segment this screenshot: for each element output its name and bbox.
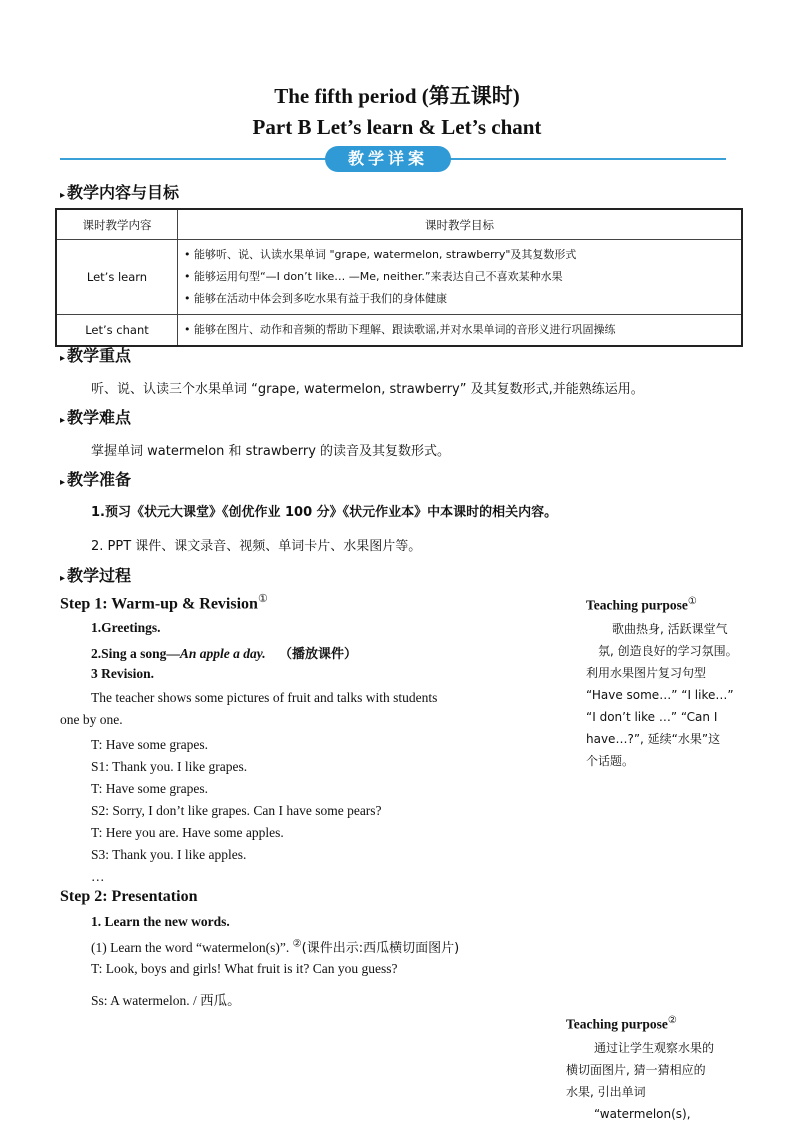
step1-paragraph-line2: one by one. [60, 712, 123, 727]
side-note-1-body [586, 618, 766, 772]
side-note-line: 个话题。 [586, 754, 635, 768]
table-cell-content: Let’s learn [56, 240, 178, 315]
dialog-line: S1: Thank you. I like grapes. [91, 759, 248, 774]
side-note-line: 利用水果图片复习句型 [586, 666, 707, 680]
step2-learn: 1. Learn the new words. [91, 914, 230, 929]
preparation-item-2: 2. PPT 课件、课文录音、视频、单词卡片、水果图片等。 [91, 539, 422, 554]
goal-item: • 能够运用句型“—I don’t like… —Me, neither.”来表达自己不喜欢某种水果 [184, 270, 563, 283]
song-title: An apple a day. [179, 646, 266, 661]
table-cell-goals [178, 240, 743, 315]
step2-line3: Ss: A watermelon. / 西瓜。 [91, 993, 241, 1008]
section-heading-key-points: ▸ 教学重点 [60, 343, 131, 366]
section-heading-process: ▸ 教学过程 [60, 563, 131, 586]
table-header-goals: 课时教学目标 [178, 209, 743, 240]
side-note-1-heading [586, 596, 697, 614]
dialog-line: S3: Thank you. I like apples. [91, 847, 247, 862]
step1-greetings: 1.Greetings. [91, 620, 161, 635]
difficulties-text: 掌握单词 watermelon 和 strawberry 的读音及其复数形式。 [91, 444, 451, 459]
side-note-line: “Have some…” “I like…” [586, 688, 734, 702]
side-note-line: “I don’t like …” “Can I [586, 710, 718, 724]
footnote-marker: ② [292, 938, 302, 950]
dialog-line: S2: Sorry, I don’t like grapes. Can I have some pears? [91, 803, 382, 818]
step1-title [60, 592, 268, 613]
goal-item: • 能够听、说、认读水果单词 "grape, watermelon, strawberry"及其复数形式 [184, 248, 577, 261]
side-note-line: 横切面图片, 猜一猜相应的 [566, 1063, 706, 1077]
step2-line1 [91, 937, 459, 956]
goal-item: • 能够在图片、动作和音频的帮助下理解、跟读歌谣,并对水果单词的音形义进行巩固操练 [184, 323, 616, 336]
table-header-content: 课时教学内容 [56, 209, 178, 240]
side-note-line: 通过让学生观察水果的 [594, 1041, 715, 1055]
dialog-line: T: Here you are. Have some apples. [91, 825, 284, 840]
section-heading-preparation: ▸ 教学准备 [60, 467, 131, 490]
side-note-line: have…?”, 延续“水果”这 [586, 732, 721, 746]
step1-dialog [91, 734, 382, 888]
side-note-heading-text: Teaching purpose [586, 597, 688, 613]
key-points-text: 听、说、认读三个水果单词 “grape, watermelon, strawberry” 及其复数形式,并能熟练运用。 [91, 382, 644, 397]
side-note-line: 氛, 创造良好的学习氛围。 [598, 644, 738, 658]
song-suffix: （播放课件） [279, 647, 358, 662]
step2-line2: T: Look, boys and girls! What fruit is it? Can you guess? [91, 961, 398, 976]
song-prefix: 2.Sing a song— [91, 646, 180, 661]
line1-suffix: (课件出示:西瓜横切面图片) [301, 941, 460, 956]
page-title: The fifth period (第五课时) [274, 84, 520, 108]
line1-prefix: (1) Learn the word “watermelon(s)”. [91, 940, 290, 955]
step2-title: Step 2: Presentation [60, 888, 198, 905]
section-heading-content-goals: ▸ 教学内容与目标 [60, 180, 179, 203]
dialog-line: T: Have some grapes. [91, 737, 209, 752]
footnote-marker: ① [687, 596, 697, 607]
side-note-heading-text: Teaching purpose [566, 1016, 668, 1032]
dialog-line: T: Have some grapes. [91, 781, 209, 796]
side-note-line: 歌曲热身, 活跃课堂气 [612, 622, 728, 636]
table-cell-goals [178, 315, 743, 347]
goal-item: • 能够在活动中体会到多吃水果有益于我们的身体健康 [184, 292, 447, 305]
section-heading-difficulties: ▸ 教学难点 [60, 405, 131, 428]
step1-song [91, 643, 357, 662]
preparation-item-1: 1.预习《状元大课堂》《创优作业 100 分》《状元作业本》中本课时的相关内容。 [91, 505, 558, 520]
footnote-marker: ① [257, 593, 268, 605]
side-note-line: 水果, 引出单词 [566, 1085, 646, 1099]
table-cell-content: Let’s chant [56, 315, 178, 347]
step1-title-text: Step 1: Warm-up & Revision [60, 595, 258, 613]
side-note-2-body [566, 1037, 746, 1125]
page-subtitle: Part B Let’s learn & Let’s chant [252, 115, 542, 139]
step1-paragraph-line1: The teacher shows some pictures of fruit and talks with students [91, 690, 438, 705]
side-note-line: “watermelon(s), [594, 1107, 691, 1121]
side-note-2-heading [566, 1015, 677, 1033]
step1-revision: 3 Revision. [91, 666, 155, 681]
goals-table [55, 208, 743, 347]
dialog-line: … [91, 869, 105, 884]
detailed-plan-banner: 教学详案 [325, 146, 451, 172]
footnote-marker: ② [667, 1015, 677, 1026]
